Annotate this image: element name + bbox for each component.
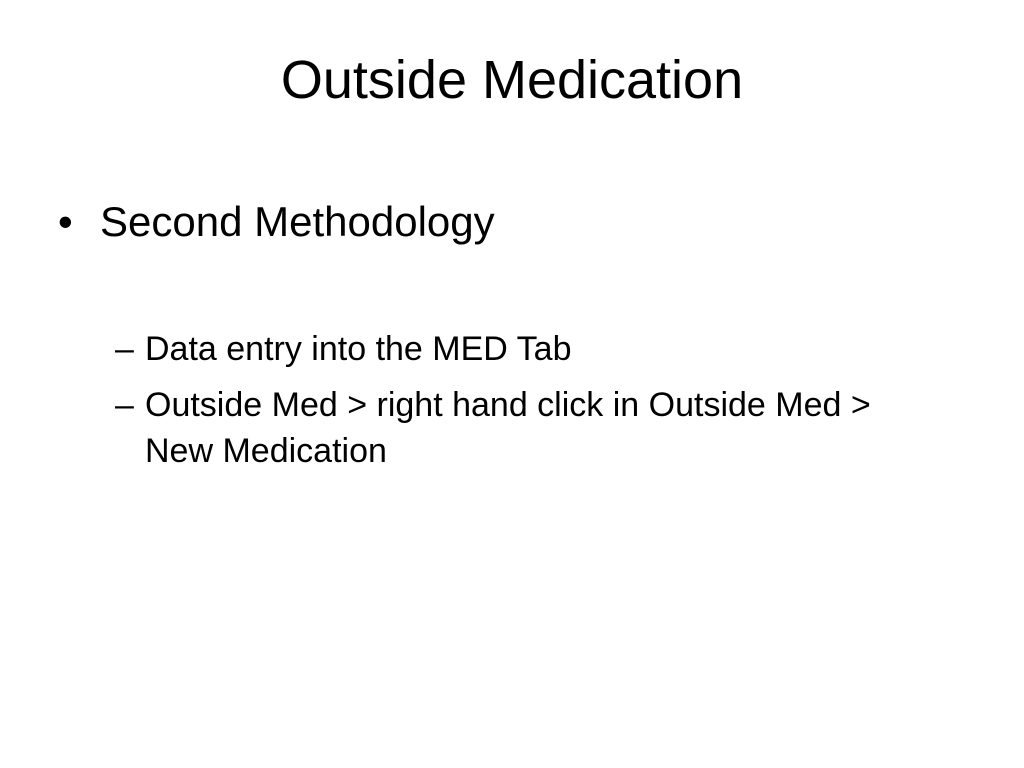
slide-title: Outside Medication bbox=[280, 50, 744, 110]
sub-bullet-item bbox=[115, 382, 935, 474]
sub-bullet-item bbox=[115, 326, 935, 372]
bullet-item bbox=[58, 195, 958, 249]
sub-bullet-text: Outside Med > right hand click in Outside Med > New Medication bbox=[145, 386, 871, 470]
sub-bullet-marker: – bbox=[115, 330, 134, 368]
sub-bullet-list bbox=[115, 326, 935, 484]
sub-bullet-text: Data entry into the MED Tab bbox=[145, 330, 572, 368]
bullet-text: Second Methodology bbox=[100, 198, 495, 245]
bullet-marker: • bbox=[58, 198, 73, 245]
sub-bullet-marker: – bbox=[115, 386, 134, 424]
